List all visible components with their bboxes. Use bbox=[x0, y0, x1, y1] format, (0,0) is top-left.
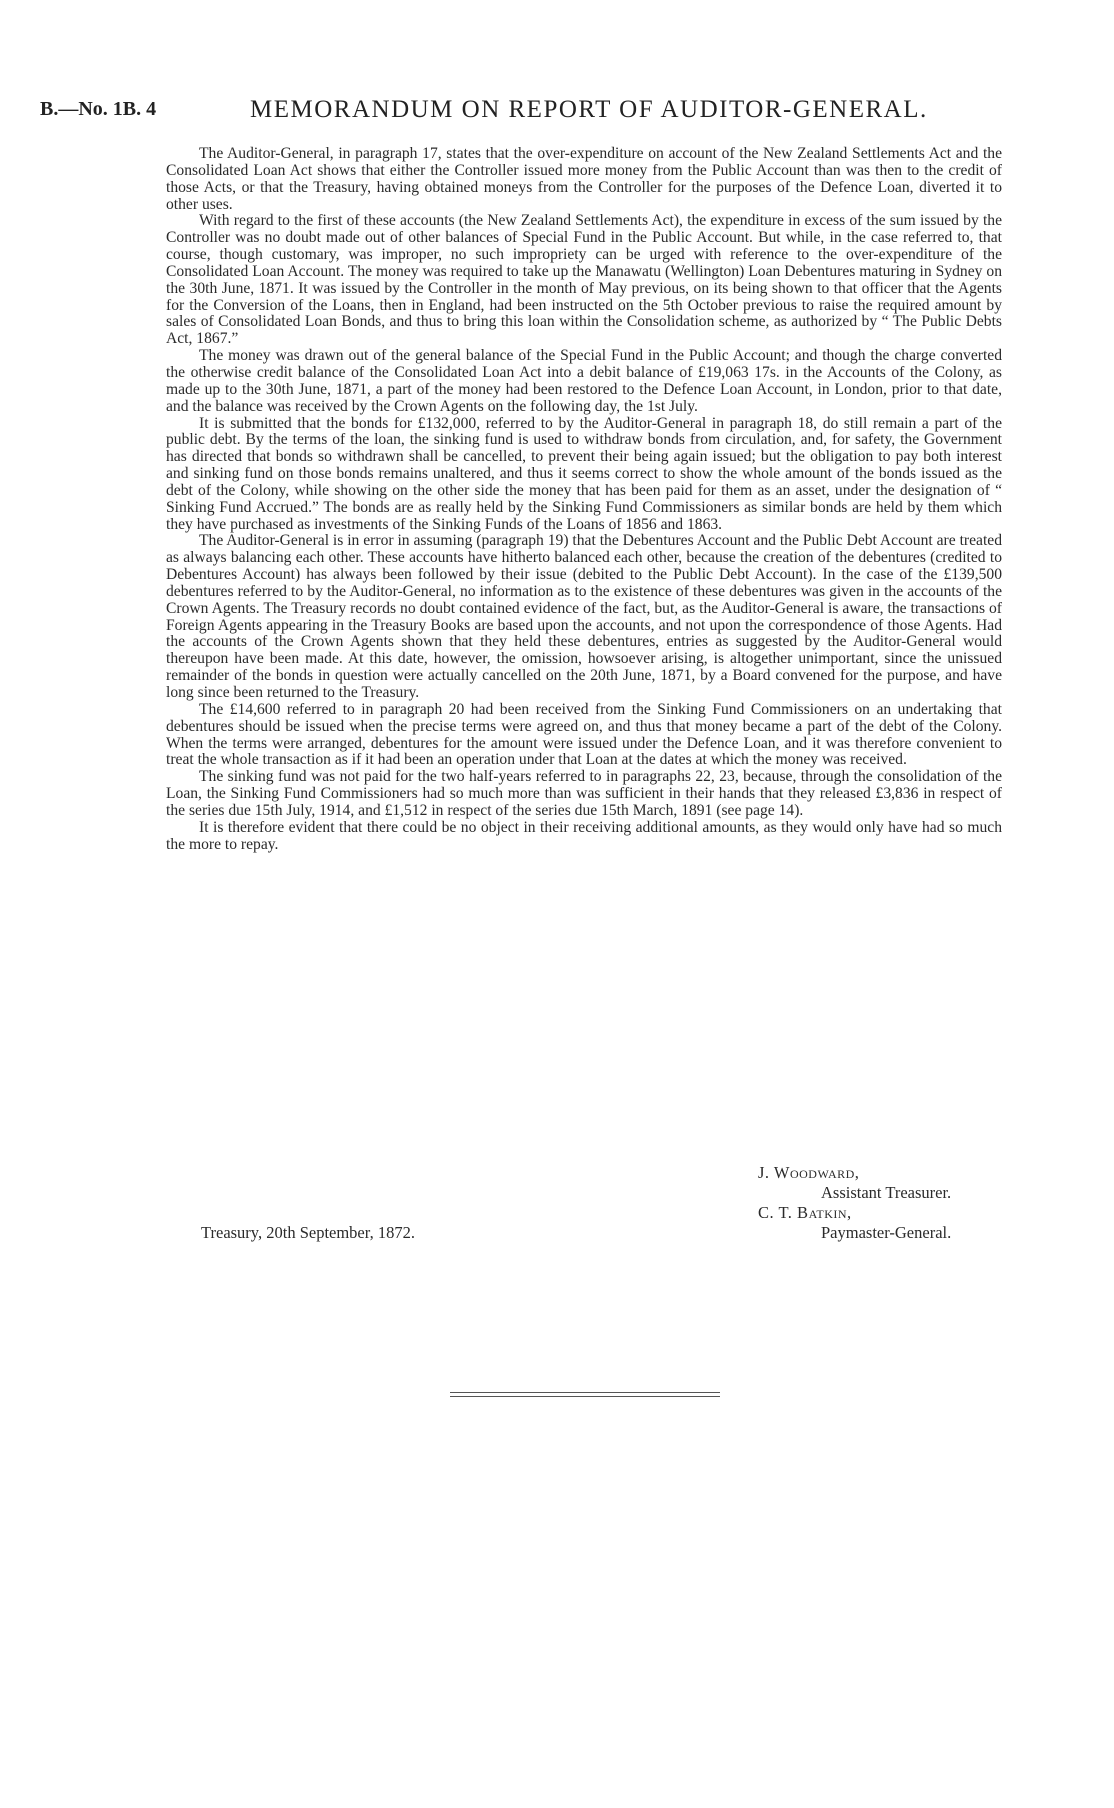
paragraph: The money was drawn out of the general balance of the Special Fund in the Public Account; and though the charge converted the otherwise credit balance of the Consolidated Loan Act into a debit balance of £19,063 17s. in the Accounts of the Colony, as made up to the 30th June, 1871, a part of the money had been restored to the Defence Loan Account, in London, prior to that date, and the balance was received by the Crown Agents on the following day, the 1st July. bbox=[166, 347, 1002, 415]
signer-batkin-title: Paymaster-General. bbox=[821, 1223, 952, 1242]
divider bbox=[450, 1396, 720, 1397]
signature-block bbox=[166, 1163, 1002, 1243]
paragraph: The sinking fund was not paid for the two half-years referred to in paragraphs 22, 23, because, through the consolidation of the Loan, the Sinking Fund Commissioners had so much more than was sufficient in their hands that they released £3,836 in respect of the series due 15th July, 1914, and £1,512 in respect of the series due 15th March, 1891 (see page 14). bbox=[166, 768, 1002, 819]
paragraph: It is submitted that the bonds for £132,000, referred to by the Auditor-General in paragraph 18, do still remain a part of the public debt. By the terms of the loan, the sinking fund is used to withdraw bonds from circulation, and, for safety, the Government has directed that bonds so withdrawn shall be cancelled, to prevent their being again issued; but the obligation to pay both interest and sinking fund on those bonds remains unaltered, and thus it seems correct to show the whole amount of the bonds issued as the debt of the Colony, while showing on the other side the money that has been paid for them as an asset, under the designation of “ Sinking Fund Accrued.” The bonds are as really held by the Sinking Fund Commissioners as similar bonds are held by them which they have purchased as investments of the Sinking Funds of the Loans of 1856 and 1863. bbox=[166, 414, 1002, 533]
memorandum-body bbox=[166, 146, 1002, 853]
signer-woodward-name: J. Woodward, bbox=[758, 1163, 860, 1182]
page-header bbox=[40, 96, 1050, 130]
signer-batkin-name: C. T. Batkin, bbox=[758, 1203, 852, 1222]
paragraph: It is therefore evident that there could be no object in their receiving additional amounts, as they would only have had so much the more to repay. bbox=[166, 818, 1002, 853]
signer-woodward-title: Assistant Treasurer. bbox=[821, 1183, 952, 1202]
paragraph: With regard to the first of these accounts (the New Zealand Settlements Act), the expenditure in excess of the sum issued by the Controller was no doubt made out of other balances of Special Fund in the Public Account. But while, in the case referred to, that course, though customary, was improper, no such impropriety can be urged with reference to the over-expenditure of the Consolidated Loan Account. The money was required to take up the Manawatu (Wellington) Loan Debentures maturing in Sydney on the 30th June, 1871. It was issued by the Controller in the month of May previous, on its being shown to that officer that the Agents for the Conversion of the Loans, then in England, had been instructed on the 5th October previous to raise the required amount by sales of Consolidated Loan Bonds, and thus to bring this loan within the Consolidation scheme, as authorized by “ The Public Debts Act, 1867.” bbox=[166, 212, 1002, 348]
closing-double-rule bbox=[450, 1392, 720, 1400]
page-title: MEMORANDUM ON REPORT OF AUDITOR-GENERAL. bbox=[250, 96, 928, 123]
place-date: Treasury, 20th September, 1872. bbox=[201, 1223, 415, 1242]
paragraph: The Auditor-General is in error in assuming (paragraph 19) that the Debentures Account and the Public Debt Account are treated as always balancing each other. These accounts have hitherto balanced each other, because the creation of the debentures (credited to Debentures Account) has always been followed by their issue (debited to the Public Debt Account). In the case of the £139,500 debentures referred to by the Auditor-General, no information as to the existence of these debentures was given in the accounts of the Crown Agents. The Treasury records no doubt contained evidence of the fact, but, as the Auditor-General is aware, the transactions of Foreign Agents appearing in the Treasury Books are based upon the accounts, and not upon the correspondence of those Agents. Had the accounts of the Crown Agents shown that they held these debentures, entries as suggested by the Auditor-General would thereupon have been made. At this date, however, the omission, howsoever arising, is altogether unimportant, since the unissued remainder of the bonds in question were actually cancelled on the 20th June, 1871, by a Board convened for the purpose, and have long since been returned to the Treasury. bbox=[166, 532, 1002, 701]
document-reference: B.—No. 1B. 4 bbox=[40, 98, 157, 120]
paragraph: The Auditor-General, in paragraph 17, states that the over-expenditure on account of the New Zealand Settlements Act and the Consolidated Loan Act shows that either the Controller issued more money from the Public Account than was then to the credit of those Acts, or that the Treasury, having obtained moneys from the Controller for the purposes of the Defence Loan, diverted it to other uses. bbox=[166, 145, 1002, 213]
paragraph: The £14,600 referred to in paragraph 20 had been received from the Sinking Fund Commissioners on an undertaking that debentures should be issued when the precise terms were agreed on, and thus that money became a part of the debt of the Colony. When the terms were arranged, debentures for the amount were issued under the Defence Loan, and it was therefore convenient to treat the whole transaction as if it had been an operation under that Loan at the dates at which the money was received. bbox=[166, 700, 1002, 769]
divider bbox=[450, 1392, 720, 1393]
